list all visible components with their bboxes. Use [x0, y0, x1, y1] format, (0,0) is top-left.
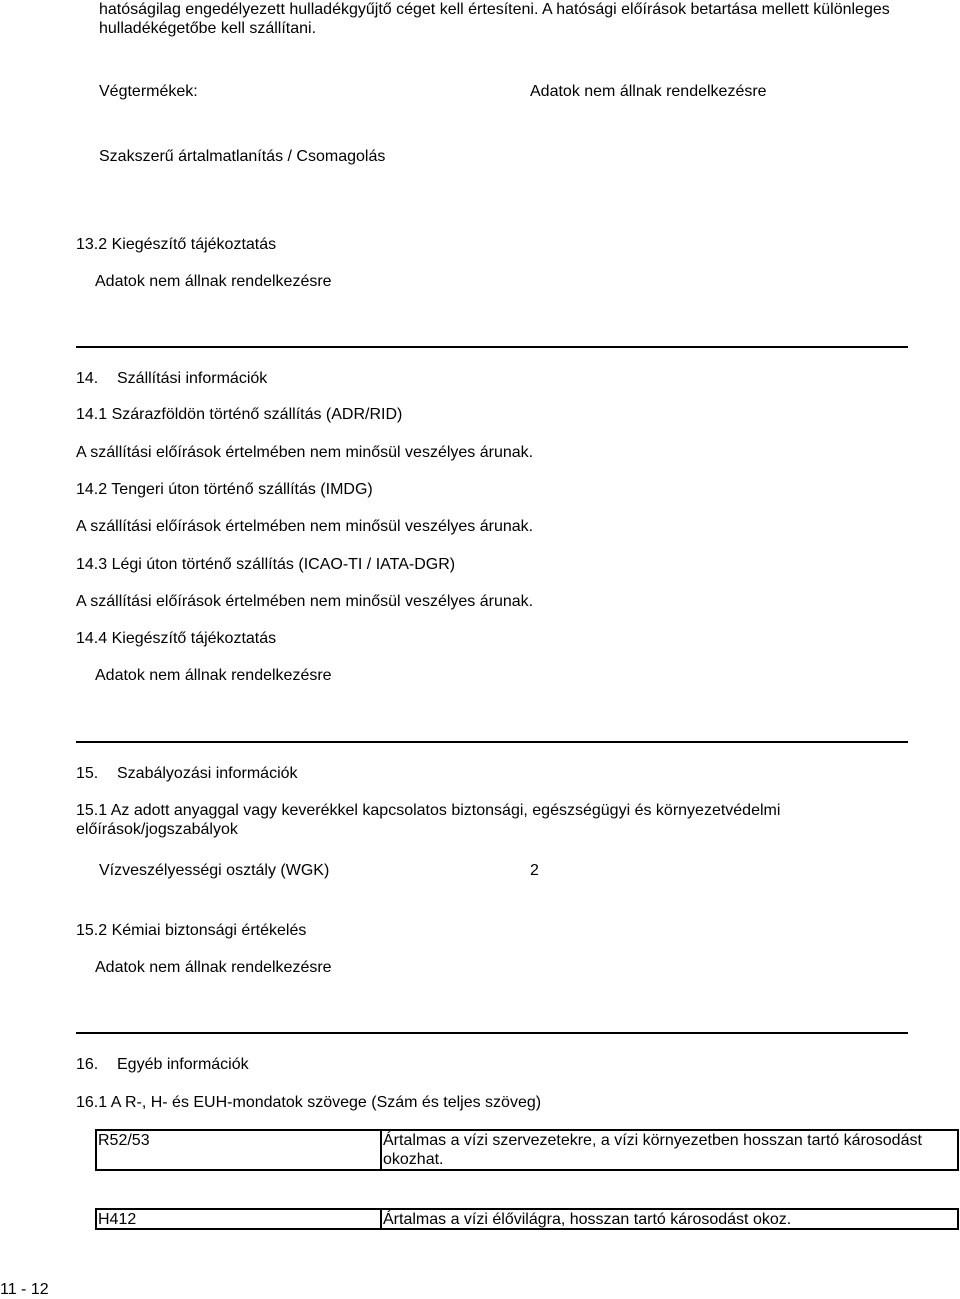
section-15-number: 15. — [76, 765, 99, 782]
section-14-2-text: A szállítási előírások értelmében nem minősül veszélyes árunak. — [76, 518, 534, 535]
section-14-4-text: Adatok nem állnak rendelkezésre — [95, 667, 332, 684]
section-14-2-title: 14.2 Tengeri úton történő szállítás (IMDG) — [76, 481, 373, 498]
section-15-title: Szabályozási információk — [117, 765, 298, 782]
section-14-1-text: A szállítási előírások értelmében nem minősül veszélyes árunak. — [76, 444, 534, 461]
page-number: 11 - 12 — [0, 1281, 49, 1298]
vegtermekek-value: Adatok nem állnak rendelkezésre — [530, 83, 767, 100]
phrase-row-divider — [380, 1129, 382, 1171]
phrase-text: Ártalmas a vízi szervezetekre, a vízi környezetben hosszan tartó károsodást okozhat. — [383, 1132, 922, 1168]
section-16-number: 16. — [76, 1056, 99, 1073]
section-14-divider — [76, 346, 908, 348]
section-14-3-title: 14.3 Légi úton történő szállítás (ICAO-TI / IATA-DGR) — [76, 556, 456, 573]
section-15-2-title: 15.2 Kémiai biztonsági értékelés — [76, 922, 307, 939]
section-14-title: Szállítási információk — [117, 370, 268, 387]
phrase-text: Ártalmas a vízi élővilágra, hosszan tartó károsodást okoz. — [383, 1211, 792, 1228]
wgk-value: 2 — [530, 862, 539, 879]
section-15-1-title-line-1: 15.1 Az adott anyaggal vagy keverékkel kapcsolatos biztonsági, egészségügyi és környezetvédelmi — [76, 802, 781, 819]
packaging-heading: Szakszerű ártalmatlanítás / Csomagolás — [99, 148, 386, 165]
intro-line-2: hulladékégetőbe kell szállítani. — [99, 20, 317, 37]
section-13-2-text: Adatok nem állnak rendelkezésre — [95, 273, 332, 290]
intro-line-1: hatóságilag engedélyezett hulladékgyűjtő céget kell értesíteni. A hatósági előírások betartása mellett különleges — [99, 1, 890, 18]
section-15-divider — [76, 741, 908, 743]
section-16-1-title: 16.1 A R-, H- és EUH-mondatok szövege (Szám és teljes szöveg) — [76, 1094, 542, 1111]
section-14-number: 14. — [76, 370, 99, 387]
section-14-1-title: 14.1 Szárazföldön történő szállítás (ADR/RID) — [76, 406, 403, 423]
section-15-2-text: Adatok nem állnak rendelkezésre — [95, 959, 332, 976]
section-15-1-title-line-2: előírások/jogszabályok — [76, 821, 238, 838]
phrase-row-divider — [380, 1208, 382, 1230]
section-16-divider — [76, 1032, 908, 1034]
vegtermekek-label: Végtermékek: — [99, 83, 198, 100]
section-13-2-title: 13.2 Kiegészítő tájékoztatás — [76, 236, 277, 253]
section-14-3-text: A szállítási előírások értelmében nem minősül veszélyes árunak. — [76, 593, 534, 610]
section-14-4-title: 14.4 Kiegészítő tájékoztatás — [76, 630, 277, 647]
phrase-code: R52/53 — [98, 1132, 150, 1149]
phrase-code: H412 — [98, 1211, 137, 1228]
wgk-label: Vízveszélyességi osztály (WGK) — [99, 862, 330, 879]
section-16-title: Egyéb információk — [117, 1056, 249, 1073]
